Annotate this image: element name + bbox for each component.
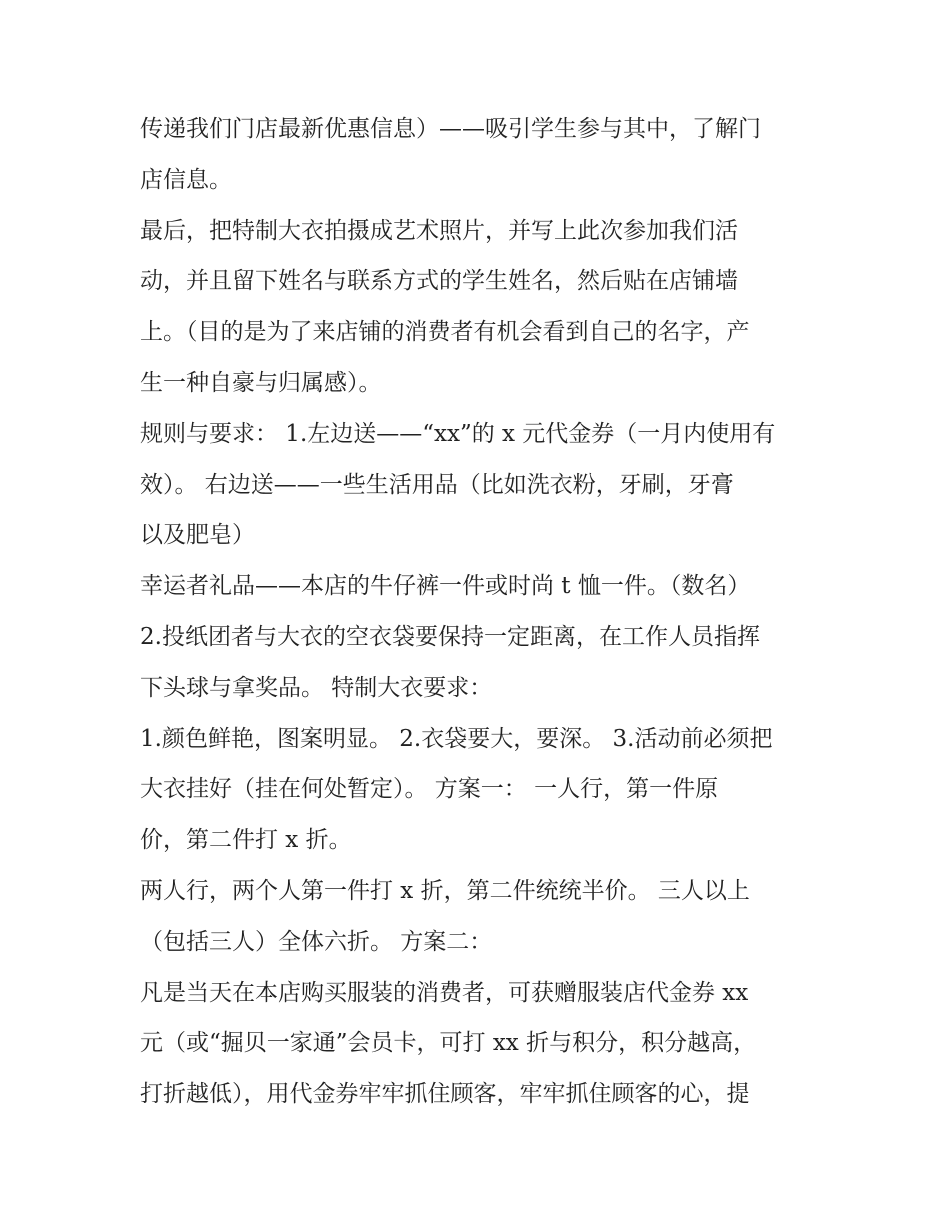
text-line: 凡是当天在本店购买服装的消费者，可获赠服装店代金券 xx: [140, 979, 749, 1006]
body-text: [140, 104, 820, 1120]
text-line: 两人行，两个人第一件打 x 折，第二件统统半价。 三人以上: [140, 877, 750, 904]
text-line: 1.颜色鲜艳，图案明显。 2.衣袋要大，要深。 3.活动前必须把: [140, 725, 773, 752]
text-line: 打折越低），用代金券牢牢抓住顾客，牢牢抓住顾客的心，提: [140, 1081, 750, 1108]
text-line: 下头球与拿奖品。 特制大衣要求：: [140, 674, 493, 701]
text-line: 店信息。: [140, 166, 232, 193]
text-line: 大衣挂好（挂在何处暂定）。 方案一： 一人行，第一件原: [140, 776, 719, 803]
text-line: 以及肥皂）: [140, 522, 255, 549]
text-line: 效）。 右边送——一些生活用品（比如洗衣粉，牙刷，牙膏: [140, 471, 734, 498]
text-line: 最后，把特制大衣拍摄成艺术照片，并写上此次参加我们活: [140, 217, 738, 244]
text-line: 元（或“掘贝一家通”会员卡，可打 xx 折与积分，积分越高，: [140, 1030, 757, 1057]
text-line: （包括三人）全体六折。 方案二：: [140, 928, 493, 955]
text-line: 规则与要求： 1.左边送——“xx”的 x 元代金券（一月内使用有: [140, 420, 776, 447]
text-line: 生一种自豪与归属感）。: [140, 369, 382, 396]
text-line: 传递我们门店最新优惠信息）——吸引学生参与其中，了解门: [140, 116, 761, 142]
text-line: 上。（目的是为了来店铺的消费者有机会看到自己的名字，产: [140, 319, 750, 346]
text-line: 幸运者礼品——本店的牛仔裤一件或时尚 t 恤一件。（数名）: [140, 573, 751, 600]
text-line: 价，第二件打 x 折。: [140, 827, 352, 854]
text-line: 动，并且留下姓名与联系方式的学生姓名，然后贴在店铺墙: [140, 268, 738, 295]
text-line: 2.投纸团者与大衣的空衣袋要保持一定距离，在工作人员指挥: [140, 623, 760, 650]
